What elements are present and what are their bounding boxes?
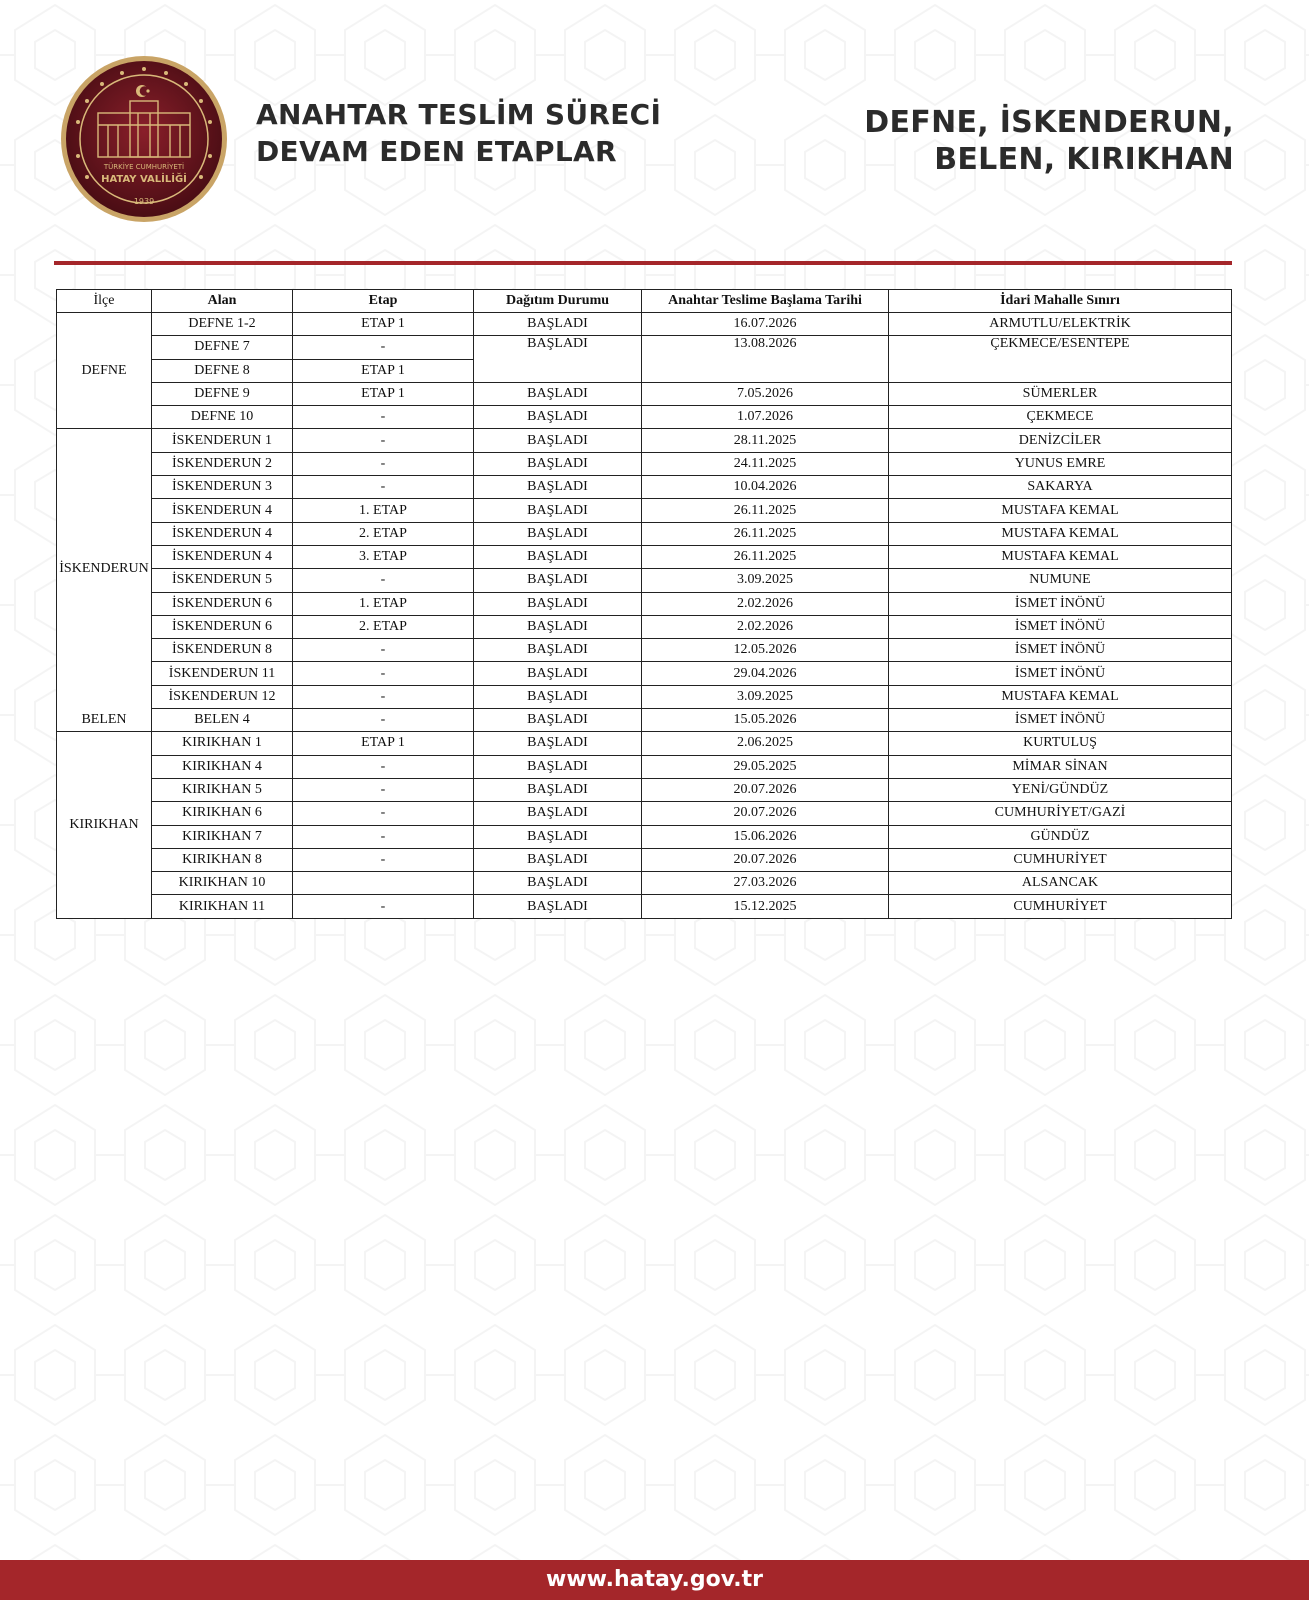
cell-tarih: 26.11.2025 xyxy=(642,522,889,545)
table-row xyxy=(57,406,1232,429)
cell-alan: DEFNE 8 xyxy=(152,359,293,382)
cell-tarih: 26.11.2025 xyxy=(642,499,889,522)
footer-url-link[interactable]: www.hatay.gov.tr xyxy=(546,1567,763,1592)
table-row xyxy=(57,895,1232,918)
cell-mahalle: CUMHURİYET/GAZİ xyxy=(889,802,1232,825)
table-row xyxy=(57,382,1232,405)
cell-alan: KIRIKHAN 11 xyxy=(152,895,293,918)
cell-etap: - xyxy=(293,755,474,778)
cell-tarih: 15.06.2026 xyxy=(642,825,889,848)
title-line1: ANAHTAR TESLİM SÜRECİ xyxy=(256,98,662,131)
cell-etap: - xyxy=(293,802,474,825)
cell-tarih: 7.05.2026 xyxy=(642,382,889,405)
seal-line2: HATAY VALİLİĞİ xyxy=(101,174,187,185)
cell-mahalle: İSMET İNÖNÜ xyxy=(889,592,1232,615)
cell-mahalle: MUSTAFA KEMAL xyxy=(889,685,1232,708)
cell-alan: İSKENDERUN 1 xyxy=(152,429,293,452)
cell-alan: İSKENDERUN 4 xyxy=(152,499,293,522)
table-row xyxy=(57,313,1232,336)
cell-alan: İSKENDERUN 6 xyxy=(152,615,293,638)
cell-durum: BAŞLADI xyxy=(474,662,642,685)
group-kirikhan: KIRIKHAN xyxy=(57,732,152,918)
table-row xyxy=(57,592,1232,615)
cell-mahalle: YENİ/GÜNDÜZ xyxy=(889,778,1232,801)
cell-durum: BAŞLADI xyxy=(474,569,642,592)
group-iskenderun: İSKENDERUN xyxy=(57,429,152,709)
table-row xyxy=(57,872,1232,895)
cell-alan: İSKENDERUN 8 xyxy=(152,639,293,662)
cell-alan: DEFNE 7 xyxy=(152,336,293,359)
table-row xyxy=(57,848,1232,871)
cell-etap: 1. ETAP xyxy=(293,499,474,522)
cell-tarih: 28.11.2025 xyxy=(642,429,889,452)
cell-mahalle: İSMET İNÖNÜ xyxy=(889,662,1232,685)
cell-durum: BAŞLADI xyxy=(474,382,642,405)
cell-mahalle: SÜMERLER xyxy=(889,382,1232,405)
cell-etap: - xyxy=(293,685,474,708)
cell-alan: İSKENDERUN 5 xyxy=(152,569,293,592)
cell-durum: BAŞLADI xyxy=(474,313,642,336)
group-defne: DEFNE xyxy=(57,313,152,429)
group-belen: BELEN xyxy=(57,709,152,732)
cell-alan: KIRIKHAN 10 xyxy=(152,872,293,895)
region-title xyxy=(864,104,1234,178)
cell-mahalle: ÇEKMECE xyxy=(889,406,1232,429)
col-etap: Etap xyxy=(293,290,474,313)
table-row xyxy=(57,615,1232,638)
cell-durum: BAŞLADI xyxy=(474,732,642,755)
cell-etap: - xyxy=(293,778,474,801)
cell-durum: BAŞLADI xyxy=(474,336,642,383)
cell-durum: BAŞLADI xyxy=(474,406,642,429)
cell-alan: KIRIKHAN 4 xyxy=(152,755,293,778)
cell-tarih: 15.12.2025 xyxy=(642,895,889,918)
cell-alan: KIRIKHAN 6 xyxy=(152,802,293,825)
cell-etap: - xyxy=(293,336,474,359)
cell-tarih: 20.07.2026 xyxy=(642,802,889,825)
cell-tarih: 13.08.2026 xyxy=(642,336,889,383)
cell-etap xyxy=(293,872,474,895)
cell-alan: İSKENDERUN 2 xyxy=(152,452,293,475)
cell-tarih: 20.07.2026 xyxy=(642,848,889,871)
cell-mahalle: CUMHURİYET xyxy=(889,895,1232,918)
table-row xyxy=(57,569,1232,592)
cell-alan: İSKENDERUN 4 xyxy=(152,522,293,545)
cell-mahalle: İSMET İNÖNÜ xyxy=(889,709,1232,732)
col-ilce: İlçe xyxy=(57,290,152,313)
cell-mahalle: İSMET İNÖNÜ xyxy=(889,615,1232,638)
cell-mahalle: GÜNDÜZ xyxy=(889,825,1232,848)
cell-durum: BAŞLADI xyxy=(474,452,642,475)
table-header-row xyxy=(57,290,1232,313)
cell-tarih: 3.09.2025 xyxy=(642,685,889,708)
cell-tarih: 26.11.2025 xyxy=(642,545,889,568)
cell-mahalle: SAKARYA xyxy=(889,476,1232,499)
cell-tarih: 1.07.2026 xyxy=(642,406,889,429)
cell-mahalle: ARMUTLU/ELEKTRİK xyxy=(889,313,1232,336)
table-row xyxy=(57,545,1232,568)
table-row xyxy=(57,476,1232,499)
cell-durum: BAŞLADI xyxy=(474,429,642,452)
cell-tarih: 24.11.2025 xyxy=(642,452,889,475)
cell-etap: 2. ETAP xyxy=(293,522,474,545)
cell-alan: DEFNE 9 xyxy=(152,382,293,405)
table-row xyxy=(57,802,1232,825)
cell-etap: ETAP 1 xyxy=(293,382,474,405)
col-mahalle: İdari Mahalle Sınırı xyxy=(889,290,1232,313)
cell-tarih: 10.04.2026 xyxy=(642,476,889,499)
col-dagitim-durumu: Dağıtım Durumu xyxy=(474,290,642,313)
cell-etap: - xyxy=(293,895,474,918)
key-delivery-table xyxy=(56,289,1232,919)
cell-alan: İSKENDERUN 4 xyxy=(152,545,293,568)
cell-etap: - xyxy=(293,429,474,452)
cell-durum: BAŞLADI xyxy=(474,639,642,662)
header-divider xyxy=(54,261,1232,265)
col-alan: Alan xyxy=(152,290,293,313)
table-row xyxy=(57,499,1232,522)
cell-etap: 2. ETAP xyxy=(293,615,474,638)
cell-durum: BAŞLADI xyxy=(474,848,642,871)
cell-mahalle: İSMET İNÖNÜ xyxy=(889,639,1232,662)
cell-tarih: 20.07.2026 xyxy=(642,778,889,801)
cell-alan: DEFNE 1-2 xyxy=(152,313,293,336)
cell-mahalle: KURTULUŞ xyxy=(889,732,1232,755)
table-row xyxy=(57,685,1232,708)
cell-mahalle: CUMHURİYET xyxy=(889,848,1232,871)
cell-mahalle: ALSANCAK xyxy=(889,872,1232,895)
cell-tarih: 16.07.2026 xyxy=(642,313,889,336)
table-row xyxy=(57,662,1232,685)
cell-alan: KIRIKHAN 5 xyxy=(152,778,293,801)
cell-etap: - xyxy=(293,406,474,429)
cell-alan: İSKENDERUN 11 xyxy=(152,662,293,685)
table-row xyxy=(57,452,1232,475)
cell-alan: KIRIKHAN 7 xyxy=(152,825,293,848)
region-line2: BELEN, KIRIKHAN xyxy=(934,142,1234,177)
cell-mahalle: DENİZCİLER xyxy=(889,429,1232,452)
cell-durum: BAŞLADI xyxy=(474,709,642,732)
cell-mahalle: MUSTAFA KEMAL xyxy=(889,522,1232,545)
cell-tarih: 29.05.2025 xyxy=(642,755,889,778)
cell-etap: ETAP 1 xyxy=(293,313,474,336)
cell-durum: BAŞLADI xyxy=(474,499,642,522)
cell-etap: 1. ETAP xyxy=(293,592,474,615)
table-row xyxy=(57,639,1232,662)
cell-tarih: 27.03.2026 xyxy=(642,872,889,895)
cell-mahalle: NUMUNE xyxy=(889,569,1232,592)
cell-etap: - xyxy=(293,662,474,685)
table-row xyxy=(57,825,1232,848)
cell-alan: İSKENDERUN 6 xyxy=(152,592,293,615)
cell-durum: BAŞLADI xyxy=(474,545,642,568)
cell-durum: BAŞLADI xyxy=(474,476,642,499)
cell-tarih: 3.09.2025 xyxy=(642,569,889,592)
table-row xyxy=(57,709,1232,732)
cell-mahalle: ÇEKMECE/ESENTEPE xyxy=(889,336,1232,383)
cell-mahalle: MUSTAFA KEMAL xyxy=(889,499,1232,522)
document-title xyxy=(256,96,661,170)
cell-durum: BAŞLADI xyxy=(474,522,642,545)
seal-year: 1939 xyxy=(133,197,155,206)
cell-etap: - xyxy=(293,569,474,592)
cell-durum: BAŞLADI xyxy=(474,615,642,638)
cell-tarih: 12.05.2026 xyxy=(642,639,889,662)
cell-durum: BAŞLADI xyxy=(474,755,642,778)
cell-alan: KIRIKHAN 1 xyxy=(152,732,293,755)
cell-durum: BAŞLADI xyxy=(474,872,642,895)
cell-tarih: 15.05.2026 xyxy=(642,709,889,732)
hatay-valiligi-seal xyxy=(60,55,228,223)
table-row xyxy=(57,732,1232,755)
cell-etap: - xyxy=(293,476,474,499)
region-line1: DEFNE, İSKENDERUN, xyxy=(864,105,1234,140)
cell-durum: BAŞLADI xyxy=(474,802,642,825)
title-line2: DEVAM EDEN ETAPLAR xyxy=(256,135,617,168)
cell-mahalle: MUSTAFA KEMAL xyxy=(889,545,1232,568)
cell-etap: 3. ETAP xyxy=(293,545,474,568)
footer-bar xyxy=(0,1560,1309,1600)
cell-alan: DEFNE 10 xyxy=(152,406,293,429)
table-row xyxy=(57,336,1232,359)
col-baslama-tarihi: Anahtar Teslime Başlama Tarihi xyxy=(642,290,889,313)
cell-tarih: 2.06.2025 xyxy=(642,732,889,755)
cell-durum: BAŞLADI xyxy=(474,825,642,848)
table-row xyxy=(57,429,1232,452)
cell-durum: BAŞLADI xyxy=(474,778,642,801)
cell-durum: BAŞLADI xyxy=(474,895,642,918)
cell-alan: İSKENDERUN 12 xyxy=(152,685,293,708)
cell-tarih: 2.02.2026 xyxy=(642,615,889,638)
cell-alan: İSKENDERUN 3 xyxy=(152,476,293,499)
cell-etap: - xyxy=(293,452,474,475)
cell-etap: - xyxy=(293,709,474,732)
cell-etap: - xyxy=(293,825,474,848)
cell-mahalle: YUNUS EMRE xyxy=(889,452,1232,475)
seal-line1: TÜRKİYE CUMHURİYETİ xyxy=(103,163,185,171)
cell-alan: KIRIKHAN 8 xyxy=(152,848,293,871)
table-row xyxy=(57,522,1232,545)
cell-alan: BELEN 4 xyxy=(152,709,293,732)
cell-etap: - xyxy=(293,639,474,662)
cell-mahalle: MİMAR SİNAN xyxy=(889,755,1232,778)
cell-etap: ETAP 1 xyxy=(293,359,474,382)
cell-durum: BAŞLADI xyxy=(474,685,642,708)
cell-etap: ETAP 1 xyxy=(293,732,474,755)
cell-etap: - xyxy=(293,848,474,871)
cell-durum: BAŞLADI xyxy=(474,592,642,615)
table-row xyxy=(57,778,1232,801)
cell-tarih: 2.02.2026 xyxy=(642,592,889,615)
table-row xyxy=(57,755,1232,778)
cell-tarih: 29.04.2026 xyxy=(642,662,889,685)
